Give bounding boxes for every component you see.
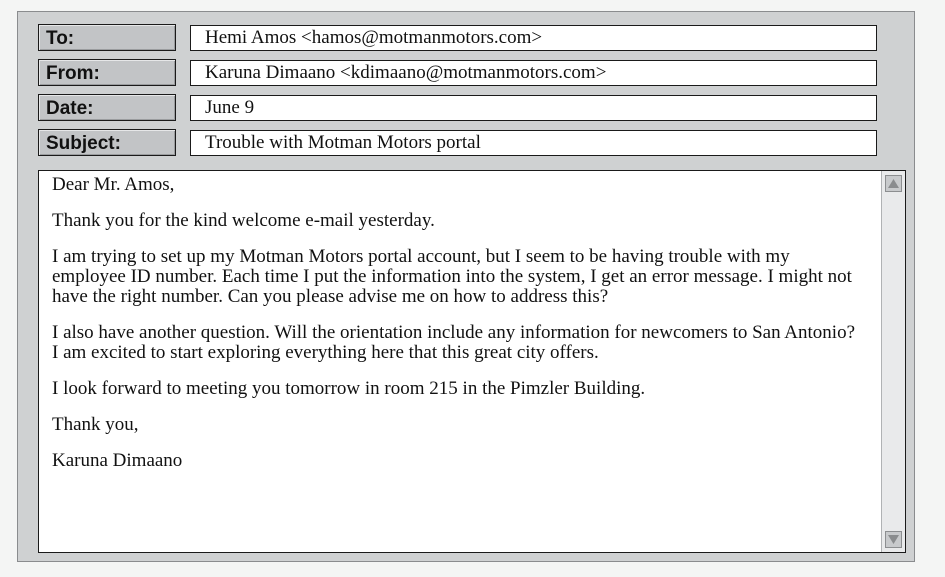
scroll-down-button[interactable] (885, 531, 902, 548)
date-label: Date: (38, 94, 176, 121)
triangle-up-icon (888, 179, 899, 188)
body-paragraph: I look forward to meeting you tomorrow in room 215 in the Pimzler Building. (52, 378, 646, 399)
email-window (17, 11, 915, 562)
subject-label: Subject: (38, 129, 176, 156)
closing: Thank you, (52, 414, 139, 435)
from-label: From: (38, 59, 176, 86)
message-text (52, 175, 864, 487)
body-paragraph: I also have another question. Will the orientation include any information for newcomers to San Antonio? I am excited to start exploring everything here that this great city offers. (52, 322, 856, 363)
date-field[interactable]: June 9 (190, 95, 877, 121)
to-field[interactable]: Hemi Amos <hamos@motmanmotors.com> (190, 25, 877, 51)
body-paragraph: Thank you for the kind welcome e-mail yesterday. (52, 210, 435, 231)
body-paragraph: I am trying to set up my Motman Motors portal account, but I seem to be having trouble with my employee ID number. Each time I put the information into the system, I get an error message. I might not have the right number. Can you please advise me on how to address this? (52, 246, 852, 307)
from-field[interactable]: Karuna Dimaano <kdimaano@motmanmotors.com> (190, 60, 877, 86)
to-label: To: (38, 24, 176, 51)
signature: Karuna Dimaano (52, 450, 183, 471)
vertical-scrollbar[interactable] (881, 171, 905, 552)
triangle-down-icon (888, 535, 899, 544)
subject-field[interactable]: Trouble with Motman Motors portal (190, 130, 877, 156)
greeting: Dear Mr. Amos, (52, 174, 175, 195)
message-body[interactable] (38, 170, 906, 553)
scroll-up-button[interactable] (885, 175, 902, 192)
